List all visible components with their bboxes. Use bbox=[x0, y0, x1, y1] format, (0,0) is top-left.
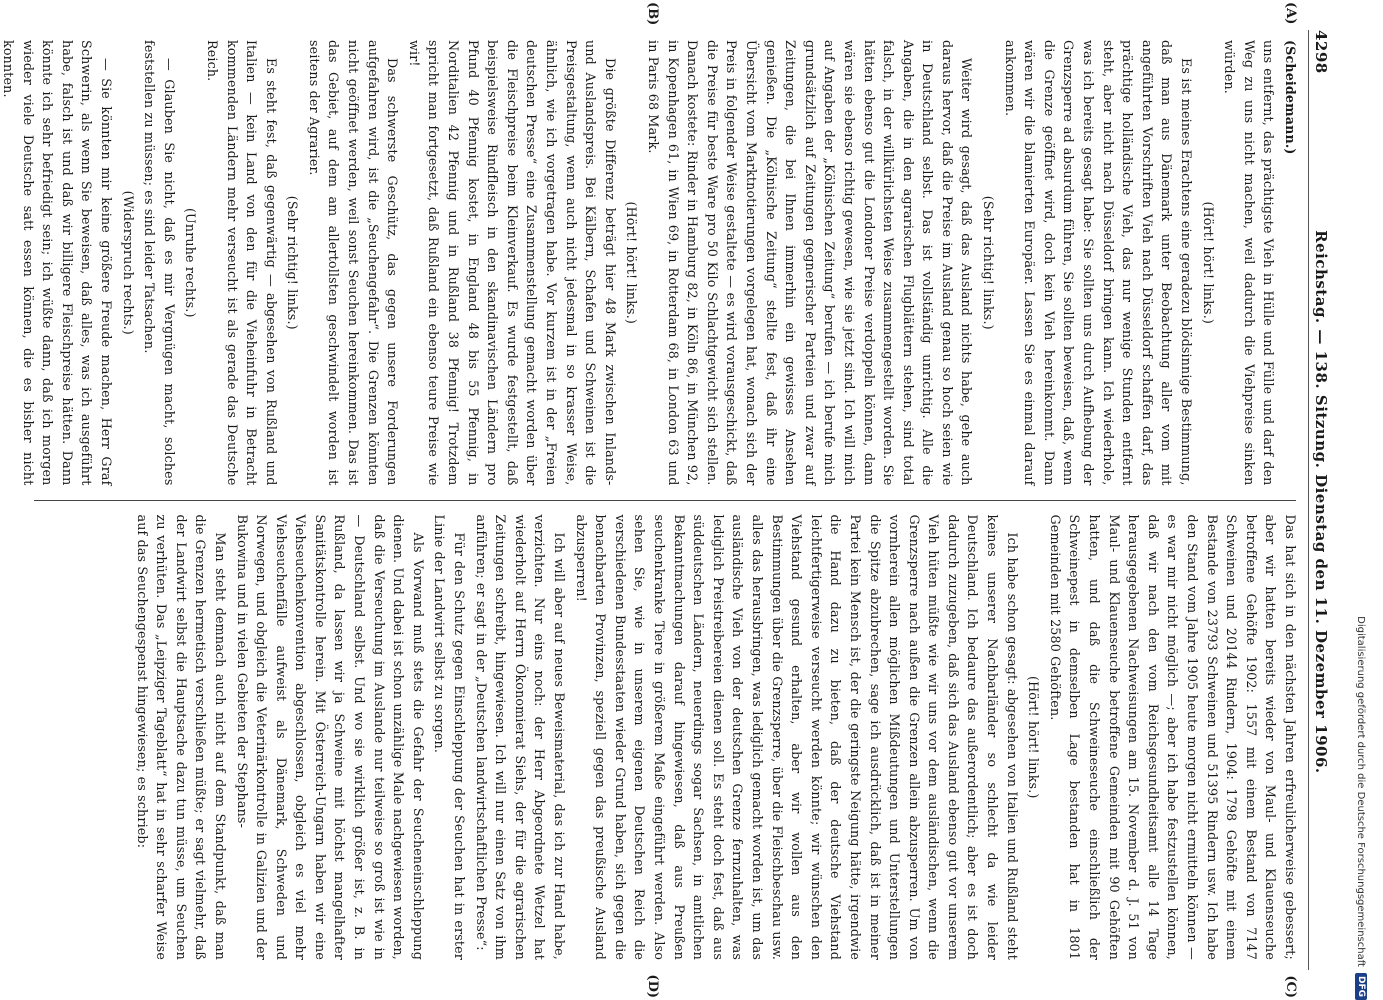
speaker-name: (Scheidemann.) bbox=[1283, 40, 1298, 155]
interjection: (Hört! hört! links.) bbox=[1026, 675, 1042, 799]
paragraph: Ich will aber auf neues Beweismaterial, das ich zur Hand habe, verzichten. Nur eins noch: der Herr Abgeordnete Wetzel hat wiederholt auf Herrn Ökonomierat Siehs, der für die agrarischen Zeitungen schreibt, hingewiesen. Ich will nur einen Satz von ihm anführen; er sagt in der „Deutschen landwirtschaftlichen Presse“: bbox=[473, 514, 568, 960]
margin-mark-d: (D) bbox=[645, 974, 660, 998]
interjection: (Unruhe rechts.) bbox=[183, 207, 199, 318]
paragraph: Ich habe schon gesagt: abgesehen von Italien und Rußland steht keines unserer Nachbarländer so schlecht da wie leider Deutschland. Ich bedaure das außerordentlich; aber es ist doch dadurch zuzugeben, daß sich das Ausland ebenso gut vor unserem Vieh hüten müßte wie wir uns vor dem ausländischen, wenn die Grenzsperre nach außen die Grenzen allein abzusperren. Um von vornherein allen möglichen Mißdeutungen und Unterstellungen die Spitze abzubrechen, sage ich ausdrücklich, daß ist in meiner Partei kein Mensch ist, der die geringste Neigung hätte, irgendwie die Hand dazu zu bieten, daß der deutsche Viehstand leichtfertigerweise verseucht werden könnte; wir wünschen den Viehstand gesund erhalten, aber wir wollen aus den Bestimmungen über die Grenzsperre, über die Fleischbeschau usw. alles das herausbringen, was lediglich gemacht worden ist, um das ausländische Vieh von der deutschen Grenze fernzuhalten, was lediglich Preistreibereien dienen soll. Es steht doch fest, daß aus süddeutschen Ländern, neuerdings sogar Sachsen, in amtlichen Bekanntmachungen darauf hingewiesen, daß aus Preußen seuchenkranke Tiere in größerem Maße eingeführt werden. Also sehen Sie, wie in unserem eigenen Deutschen Reich die verschiedenen Bundesstaaten wieder Grund haben, sich gegen die benachbarten Provinzen, speziell gegen das preußische Ausland abzusperren! bbox=[573, 514, 1020, 960]
paragraph: Weiter wird gesagt, daß das Ausland nichts habe, gehe auch daraus hervor, daß die Preise im Ausland genau so hoch seien wie in Deutschland selbst. Das ist vollständig unrichtig. Alle die Angaben, die in den agrarischen Flugblättern stehen, sind total falsch, in der willkürlichsten Weise zusammengestellt worden. Sie hätten ebenso gut die Londoner Preise verdoppeln können, dann wären sie ebenso richtig gewesen, wie sie jetzt sind. Ich will mich auf Angaben der „Kölnischen Zeitung“ berufen — ich berufe mich grundsätzlich auf Zeitungen gegnerischer Parteien und zwar auf Zeitungen, die bei Ihnen immerhin ein gewisses Ansehen genießen. Die „Kölnische Zeitung“ stellte fest, daß ihr eine Übersicht vom Marktnotierungen vorgelegen hat, wonach sich der Preis in folgender Weise gestaltete — es wird vorausgeschickt, daß die Preise für beste Ware pro 50 Kilo Schlachtgewicht sich stellen. Danach kostete: Rinder in Hamburg 82, in Köln 86, in München 92, in Kopenhagen 61, in Wien 69, in Rotterdam 68, in London 63 und in Paris 68 Mark. bbox=[646, 40, 975, 486]
margin-mark-b: (B) bbox=[645, 2, 660, 26]
page-title: Reichstag. — 138. Sitzung. Dienstag den 11. Dezember 1906. bbox=[1312, 230, 1330, 774]
paragraph: uns entfernt, das prächtigste Vieh in Hülle und Fülle und darf den Weg zu uns nicht machen, weil dadurch die Viehpreise sinken würden. bbox=[1222, 40, 1277, 486]
interjection: (Hört! hört! links.) bbox=[624, 201, 640, 325]
paragraph: Die größte Differenz beträgt hier 48 Mark zwischen Inlands- und Auslandspreis. Bei Kälbern, Schafen und Schweinen ist die Preisgestaltung, wenn auch nicht jedesmal in so krasser Weise, ähnlich, wie ich vorgetragen habe. Vor kurzem ist in der „Freien deutschen Presse“ eine Zusammenstellung gemacht worden über die Fleischpreise beim Kleinverkauf. Es wurde festgestellt, daß beispielsweise Rindfleisch in den skandinavischen Ländern pro Pfund 40 Pfennig kostet, in England 48 bis 55 Pfennig, in Norditalien 42 Pfennig und in Rußland 38 Pfennig! Trotzdem spricht man fortgesetzt, daß Rußland ein ebenso teure Preise wie wir! bbox=[406, 40, 618, 486]
left-column bbox=[1, 26, 1300, 500]
page-header bbox=[1308, 30, 1330, 970]
interjection: (Sehr richtig! links.) bbox=[285, 195, 301, 330]
page-number: 4298 bbox=[1312, 30, 1330, 74]
paragraph: — Glauben Sie nicht, daß es mir Vergnügen macht, solches feststellen zu müssen; es sind leider Tatsachen. bbox=[142, 40, 177, 486]
margin-mark-a: (A) bbox=[1283, 2, 1298, 25]
paragraph: Es ist meines Erachtens eine geradezu blödsinnige Bestimmung, daß man aus Dänemark unter Beobachtung aller vom mit angeführten Vorschriften Vieh nach Düsseldorf schaffen darf, das prächtige holländische Vieh, das nur wenige Stunden entfernt steht, aber nicht nach Düsseldorf bringen kann. Ich wiederhole, was ich bereits gesagt habe: Sie sollten uns durch Aufhebung der Grenzsperre ad absurdum führen, Sie sollten beweisen, daß, wenn die Grenze geöffnet wird, doch kein Vieh hereinkommt. Dann wären wir die blamierten Europäer. Lassen Sie es einmal darauf ankommen. bbox=[1002, 40, 1195, 486]
interjection: (Widerspruch rechts.) bbox=[120, 190, 136, 335]
paragraph: Für den Schutz gegen Einschleppung der Seuchen hat in erster Linie der Landwirt selbst zu sorgen. bbox=[432, 514, 468, 960]
paragraph: Als Vorwand muß stets die Gefahr der Seucheneinschleppung dienen. Und dabei ist schon unzählige Male nachgewiesen worden, daß die Verseuchung im Auslande nur teilweise so groß ist wie in — Deutschland selbst. Und wo sie wirklich größer ist, z. B. in Rußland, da lassen wir ja Schweine mit höchst mangelhafter Sanitätskontrolle herein. Mit Österreich-Ungarn haben wir eine Viehseuchenkonvention abgeschlossen, obgleich es viel mehr Viehseuchenfälle aufweist als Dänemark, Schweden und Norwegen, und obgleich die Veterinärkontrolle in Galizien und der Bukowina und in vielen Gebieten der Stephans- bbox=[234, 514, 426, 960]
paragraph: Das schwerste Geschütz, das gegen unsere Forderungen aufgefahren wird, ist die „Seuchengefahr“. Die Grenzen könnten nicht geöffnet werden, weil sonst Seuchen hereinkommen. Das ist das Gebiet, auf dem am allertollsten geschwindelt worden ist seitens der Agrarier. bbox=[306, 40, 401, 486]
paragraph: — Sie könnten mir keine größere Freude machen, Herr Graf Schwerin, als wenn Sie beweisen, daß alles, was ich ausgeführt habe, falsch ist und daß wir billigere Fleischpreise hätten. Dann könnte ich sehr befriedigt sein; ich wüßte dann, daß ich morgen wieder viele Deutsche satt essen können, die es bisher nicht konnten. bbox=[1, 40, 114, 486]
paragraph: Das hat sich in den nächsten Jahren erfreulicherweise gebessert; aber wir hatten bereits wieder von Maul- und Klauenseuche betroffene Gehöfte 1902: 1557 mit einem Bestand von 7147 Schweinen und 20144 Rindern, 1904: 1798 Gehöfte mit einem Bestande von 23793 Schweinen und 51395 Rindern usw. Ich habe den Stand vom Jahre 1905 heute morgen nicht ermitteln können — es war mir nicht möglich —; aber ich habe festzustellen können, daß wir nach den vom Reichsgesundheitsamt alle 14 Tage herausgegebenen Nachweisungen am 15. November d. J. 51 von Maul- und Klauenseuche betroffene Gemeinden mit 90 Gehöften hatten, und daß die Schweineseuche einschließlich der Schweinepest in demselben Lage bestanden hat in 1801 Gemeinden mit 2580 Gehöften. bbox=[1047, 514, 1298, 960]
interjection: (Sehr richtig! links.) bbox=[981, 195, 997, 330]
paragraph: Es steht fest, daß gegenwärtig — abgesehen von Rußland und Italien — kein Land von den für die Vieheinfuhr in Betracht kommenden Ländern mehr verseucht ist als gerade das Deutsche Reich. bbox=[204, 40, 279, 486]
dfg-logo: DFG bbox=[1355, 973, 1367, 1000]
right-column bbox=[30, 501, 1300, 975]
interjection: (Hört! hört! links.) bbox=[1200, 201, 1216, 325]
columns bbox=[1, 2, 1300, 998]
paragraph: Man steht demnach auch nicht auf dem Standpunkt, daß man die Grenzen hermetisch verschließen müßte; er sagt vielmehr, daß der Landwirt selbst die Hauptsache dazu tun müsse, um Seuchen zu verhüten. Das „Leipziger Tageblatt“ hat in sehr scharfer Weise auf das Seuchengespenst hingewiesen; es schrieb: bbox=[134, 514, 228, 960]
footer-credit-text: Digitalisierung gefördert durch die Deutsche Forschungsgemeinschaft bbox=[1355, 616, 1367, 967]
margin-mark-c: (C) bbox=[1283, 975, 1298, 998]
footer-credit bbox=[1354, 0, 1368, 1000]
